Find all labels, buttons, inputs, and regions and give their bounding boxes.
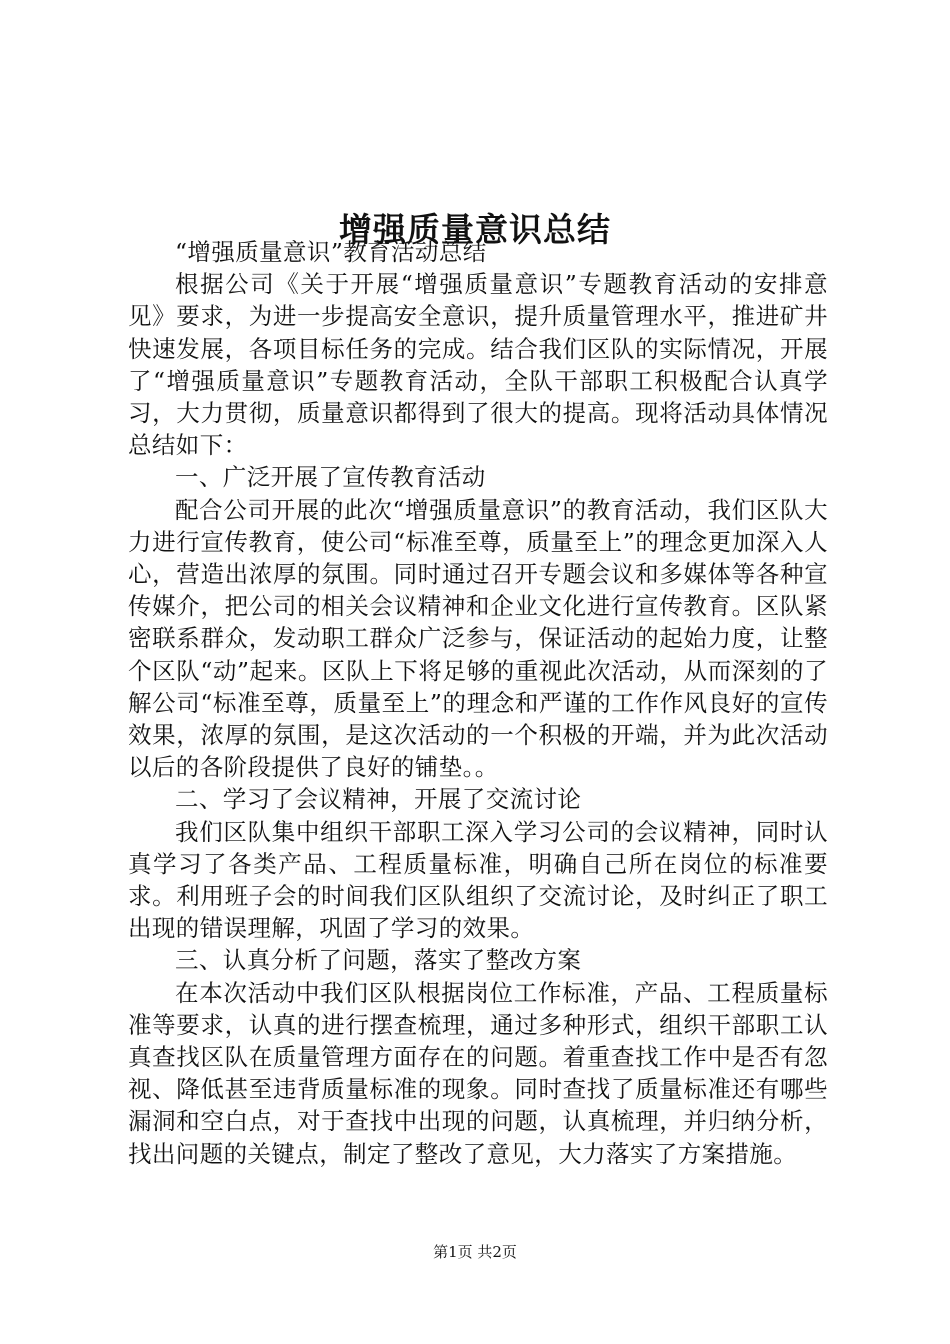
paragraph-section-3: 在本次活动中我们区队根据岗位工作标准，产品、工程质量标准等要求，认真的进行摆查梳理，通过多种形式，组织干部职工认真查找区队在质量管理方面存在的问题。着重查找工作中是否有忽视、降低甚至违背质量标准的现象。同时查找了质量标准还有哪些漏洞和空白点，对于查找中出现的问题，认真梳理，并归纳分析，找出问题的关键点，制定了整改了意见，大力落实了方案措施。 bbox=[128, 978, 828, 1168]
section-heading-3: 三、认真分析了问题，落实了整改方案 bbox=[175, 946, 582, 975]
document-body bbox=[128, 236, 828, 1170]
paragraph-subtitle: “增强质量意识”教育活动总结 bbox=[175, 238, 487, 266]
paragraph-section-2: 我们区队集中组织干部职工深入学习公司的会议精神，同时认真学习了各类产品、工程质量标准，明确自己所在岗位的标准要求。利用班子会的时间我们区队组织了交流讨论，及时纠正了职工出现的错误理解，巩固了学习的效果。 bbox=[128, 817, 828, 943]
paragraph-section-1: 配合公司开展的此次“增强质量意识”的教育活动，我们区队大力进行宣传教育，使公司“标准至尊，质量至上”的理念更加深入人心，营造出浓厚的氛围。同时通过召开专题会议和多媒体等各种宣传媒介，把公司的相关会议精神和企业文化进行宣传教育。区队紧密联系群众，发动职工群众广泛参与，保证活动的起始力度，让整个区队“动”起来。区队上下将足够的重视此次活动，从而深刻的了解公司“标准至尊，质量至上”的理念和严谨的工作作风良好的宣传效果，浓厚的氛围，是这次活动的一个积极的开端，并为此次活动以后的各阶段提供了良好的铺垫。。 bbox=[128, 495, 828, 782]
document-title: 增强质量意识总结 bbox=[339, 210, 611, 250]
page-number-footer: 第1页 共2页 bbox=[433, 1243, 517, 1261]
section-heading-2: 二、学习了会议精神，开展了交流讨论 bbox=[175, 785, 582, 814]
paragraph-intro: 根据公司《关于开展“增强质量意识”专题教育活动的安排意见》要求，为进一步提高安全意识，提升质量管理水平，推进矿井快速发展，各项目标任务的完成。结合我们区队的实际情况，开展了“增强质量意识”专题教育活动，全队干部职工积极配合认真学习，大力贯彻，质量意识都得到了很大的提高。现将活动具体情况总结如下： bbox=[128, 270, 828, 460]
section-heading-1: 一、广泛开展了宣传教育活动 bbox=[175, 463, 486, 492]
